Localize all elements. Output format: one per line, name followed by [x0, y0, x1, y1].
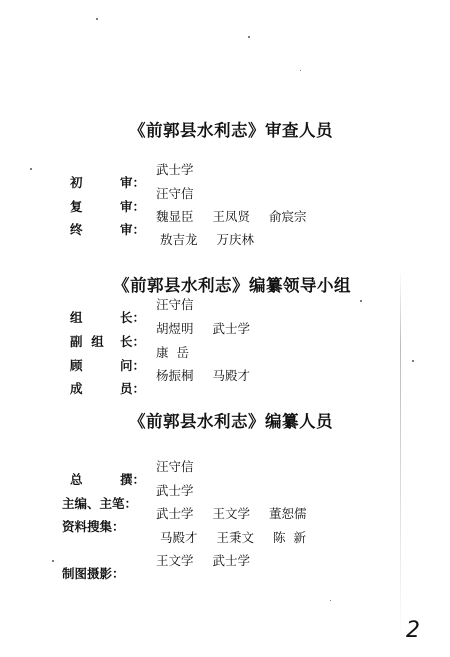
- scan-speck: [30, 168, 32, 170]
- role-label-part: 问：: [120, 358, 146, 373]
- person-name: 汪守信: [156, 459, 194, 474]
- role-label-part: 主编、主笔：: [62, 496, 138, 511]
- person-name: 王凤贤: [212, 209, 251, 224]
- list-item-continuation: [160, 231, 269, 249]
- person-name: 武士学: [212, 321, 251, 336]
- list-item: [70, 458, 209, 487]
- list-item: [70, 344, 204, 373]
- role-label-part: 员：: [120, 381, 146, 396]
- list-item: [62, 552, 265, 581]
- person-name: 陈 新: [273, 530, 306, 545]
- list-item: [70, 185, 209, 214]
- person-name: 武士学: [156, 162, 194, 177]
- role-label-part: 制图摄影：: [62, 566, 125, 581]
- scan-speck: [330, 600, 331, 601]
- person-name: 汪守信: [156, 297, 194, 312]
- person-name: 汪守信: [156, 186, 194, 201]
- list-item: [70, 208, 322, 237]
- person-name: 康 岳: [156, 345, 189, 360]
- person-name: 王文学: [156, 553, 194, 568]
- scan-speck: [96, 18, 98, 20]
- person-name: 董恕儒: [269, 506, 307, 521]
- person-name: 胡煜明: [156, 321, 194, 336]
- scan-speck: [300, 70, 301, 71]
- role-label-part: 初: [70, 175, 83, 190]
- page-number: 2: [406, 618, 420, 643]
- role-label-part: 长：: [120, 334, 146, 349]
- person-name: 马殿才: [160, 530, 198, 545]
- role-label-part: 终: [70, 222, 83, 237]
- role-label-part: 审：: [120, 199, 146, 214]
- list-item: [70, 367, 265, 396]
- person-name: 武士学: [156, 506, 194, 521]
- role-label-part: 资料搜集：: [62, 519, 125, 534]
- role-label-part: 长：: [120, 310, 146, 325]
- scan-speck: [52, 560, 54, 562]
- section-title-review-staff: 《前郭县水利志》审查人员: [129, 121, 333, 140]
- scan-speck: [248, 36, 250, 38]
- person-name: 杨振桐: [156, 368, 194, 383]
- role-label-part: 顾: [70, 358, 83, 373]
- person-name: 敖吉龙: [160, 232, 198, 247]
- section-title-compilation-staff: 《前郭县水利志》编纂人员: [129, 412, 333, 431]
- person-name: 王秉文: [216, 530, 255, 545]
- list-item-continuation: [160, 529, 321, 547]
- role-label-part: 审：: [120, 222, 146, 237]
- person-name: 俞宸宗: [269, 209, 307, 224]
- role-label-part: 组: [70, 310, 83, 325]
- person-name: 万庆林: [216, 232, 255, 247]
- section-title-leadership-group: 《前郭县水利志》编纂领导小组: [113, 276, 351, 295]
- role-label-part: 副 组: [70, 334, 104, 349]
- role-label-part: 成: [70, 381, 83, 396]
- person-name: 武士学: [156, 483, 194, 498]
- list-item: [70, 296, 209, 325]
- role-label-part: 撰：: [120, 472, 146, 487]
- list-item: [70, 161, 209, 190]
- scan-speck: [412, 360, 414, 362]
- person-name: 马殿才: [212, 368, 251, 383]
- person-name: 魏显臣: [156, 209, 194, 224]
- list-item: [62, 505, 322, 534]
- role-label-part: 审：: [120, 175, 146, 190]
- role-label-part: 复: [70, 199, 83, 214]
- person-name: 王文学: [212, 506, 251, 521]
- list-item: [70, 320, 265, 349]
- scan-edge-line: [400, 270, 401, 650]
- list-item: [62, 482, 209, 511]
- person-name: 武士学: [212, 553, 251, 568]
- role-label-part: 总: [70, 472, 83, 487]
- scan-speck: [360, 300, 362, 302]
